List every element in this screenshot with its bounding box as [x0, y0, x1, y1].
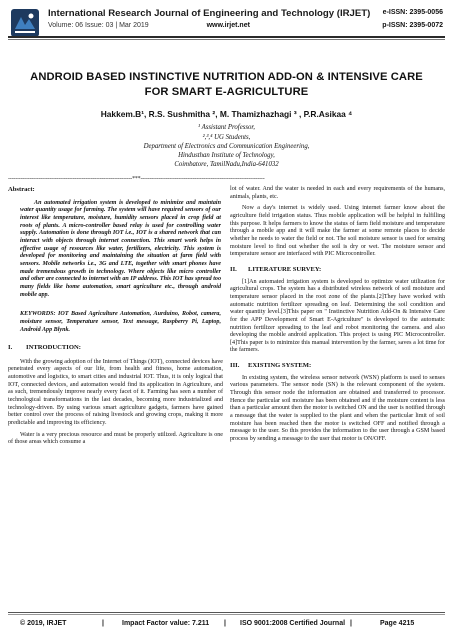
- abstract-heading: Abstract:: [8, 186, 35, 193]
- footer-separator: |: [102, 620, 104, 627]
- affiliation-location: Coimbatore, TamilNadu,India-641032: [174, 161, 279, 168]
- section-number: III.: [230, 362, 240, 370]
- footer-impact-factor: Impact Factor value: 7.211: [122, 620, 210, 627]
- footer-divider-thin: [8, 614, 445, 615]
- footer-divider: [8, 612, 445, 613]
- journal-volume: Volume: 06 Issue: 03 | Mar 2019: [48, 22, 149, 29]
- keywords-block: [8, 311, 223, 334]
- affiliation-department: Department of Electronics and Communication Engineering,: [143, 143, 310, 150]
- footer-iso: ISO 9001:2008 Certified Journal: [240, 620, 346, 627]
- footer-page-number: Page 4215: [380, 620, 415, 627]
- paper-title: ANDROID BASED INSTINCTIVE NUTRITION ADD-ON & INTENSIVE CARE FOR SMART E-AGRICULTURE: [30, 71, 423, 98]
- e-issn: e-ISSN: 2395-0056: [382, 9, 443, 16]
- header-divider: [8, 36, 445, 38]
- intro-paragraph-2: Water is a very precious resource and must be properly utilized. Agriculture is one of those areas which consume a: [8, 431, 223, 446]
- p-issn: p-ISSN: 2395-0072: [382, 22, 443, 29]
- section-heading-existing-system: [230, 362, 445, 370]
- right-column: [230, 186, 445, 448]
- keywords-text: KEYWORDS: IOT Based Agriculture Automation, Aurduino, Robot, camera, moisture sensor, Temperature sensor, Text message, Raspberry Pi, Laptop, Android App Blynk.: [20, 311, 221, 333]
- section-separator: ---------------------------------------------------------------------***---------------------------------------------------------------------: [8, 176, 265, 182]
- section-title: EXISTING SYSTEM:: [248, 362, 312, 370]
- section-heading-literature-survey: [230, 266, 445, 274]
- affiliation-role-1: ¹ Assistant Professor,: [198, 124, 255, 131]
- affiliation-institute: Hindusthan Institute of Technology,: [178, 152, 275, 159]
- footer-copyright: © 2019, IRJET: [20, 620, 67, 627]
- section-heading-introduction: [8, 344, 223, 352]
- intro-paragraph-1: With the growing adoption of the Internet of Things (IOT), connected devices have penetrated every aspects of our life, from health and fitness, home automation, automotive and logistics, to smart cities and industrial IOT. Thus, it is only logical that IOT, connected devices, and automation would find its application in Agriculture, and as such, tremendously improve nearly every facet of it. Farming has seen a number of technological transformations in the last decades, becoming more industrialized and technology-driven. By using various smart agriculture gadgets, farmers have gained better control over the process of raising livestock and growing crops, making it more predictable and improving its efficiency.: [8, 358, 223, 427]
- journal-url[interactable]: www.irjet.net: [206, 22, 250, 29]
- footer-separator: |: [350, 620, 352, 627]
- journal-header: [0, 0, 453, 66]
- section-title: LITERATURE SURVEY:: [248, 265, 322, 273]
- intro-paragraph-3: Now a day's internet is widely used. Using internet farmer know about the agriculture field irrigation status. Thus mobile application will be helpful in fulfilling this purpose. It helps farmers to know the status of farm field moisture and temperature through a mobile app and it will make the farmer at some remote places to decide whether he needs to water the field or not. The soil moisture sensor is used for sensing moisture level to find out whether the soil is dry or wet. The moisture sensor and temperature sensor are interfaced with PIC Microcontroller.: [230, 205, 445, 258]
- abstract-text: An automated irrigation system is developed to minimize and maintain water quantity usage for farming. The system will have required sensors of our interest like temperature, moisture, humidity sensors placed in crop field at roots of plants. A micro-controller based relay is used for controlling water supply. Automation is done through IOT i.e., IOT is a shared network that can interact with objects through internet connection. This smart work helps in effective usage of resources like water, fertilizers, electricity. This system is developed for monitoring and maintaining the situation at farm field with sensors. Mobile networks i.e., 3G and LTE, together with smart phones have made tremendous growth in technology. Where objects like micro controller and other are connected to internet with an IP address. This IOT has spread too many fields like home automation, smart agriculture etc., through android mobile app.: [20, 199, 221, 298]
- section-number: I.: [8, 344, 13, 352]
- literature-survey-paragraph: [1]An automated irrigation system is developed to optimize water utilization for agricultural crops. The system has a distributed wireless network of soil moisture and temperature sensor placed in the root zone of the plants.[2]They have worked with automatic nutrition fertilizer spreading on leaf. Determining the soil condition and water quantity level.[3]This paper on " Instinctive Nutrition Add-On & Intensive Care for the APP Development of Smart E-Agriculture" is developed to the automatic nutrition fertilizer spreading to the leaf and robot monitoring the camera. and also developing the mobile android application. This project is using PIC Microcontroller.[4]This paper is to minimize this manual intervention by the farmer, saves a lot time for the farmers.: [230, 278, 445, 354]
- header-divider-thin: [8, 39, 445, 40]
- left-column: [8, 186, 223, 451]
- author-list: Hakkem.B¹, R.S. Sushmitha ², M. Thamizhazhagi ³ , P.R.Asikaa ⁴: [100, 109, 353, 119]
- journal-volume-line: [48, 22, 250, 29]
- existing-system-paragraph: In existing system, the wireless sensor network (WSN) platform is used to senses various parameters. The sensor node (SN) is the relevant component of the system. Through this sensor node the information are obtained and transferred to processor. Hence the particular soil moisture has been obtained and if the moisture content is less than a particular amount then the motor is switched ON and the user is notified through a message that the water is supplied to the plant and when the particular limit of soil moisture has been reached then the motor is switched OFF and notified through a message to the user. So this provides the information to the user through a GSM based process by sending a message to the user that motor is ON/OFF.: [230, 374, 445, 443]
- section-title: INTRODUCTION:: [26, 344, 81, 352]
- abstract-body: [8, 200, 223, 300]
- irjet-logo-icon: [10, 8, 40, 38]
- footer-separator: |: [224, 620, 226, 627]
- affiliation-role-2: ²,³,⁴ UG Students,: [202, 134, 251, 141]
- intro-paragraph-continued: lot of water. And the water is needed in each and every requirements of the humans, animals, plants, etc.: [230, 186, 445, 200]
- journal-title: International Research Journal of Engineering and Technology (IRJET): [48, 8, 371, 19]
- section-number: II.: [230, 265, 237, 273]
